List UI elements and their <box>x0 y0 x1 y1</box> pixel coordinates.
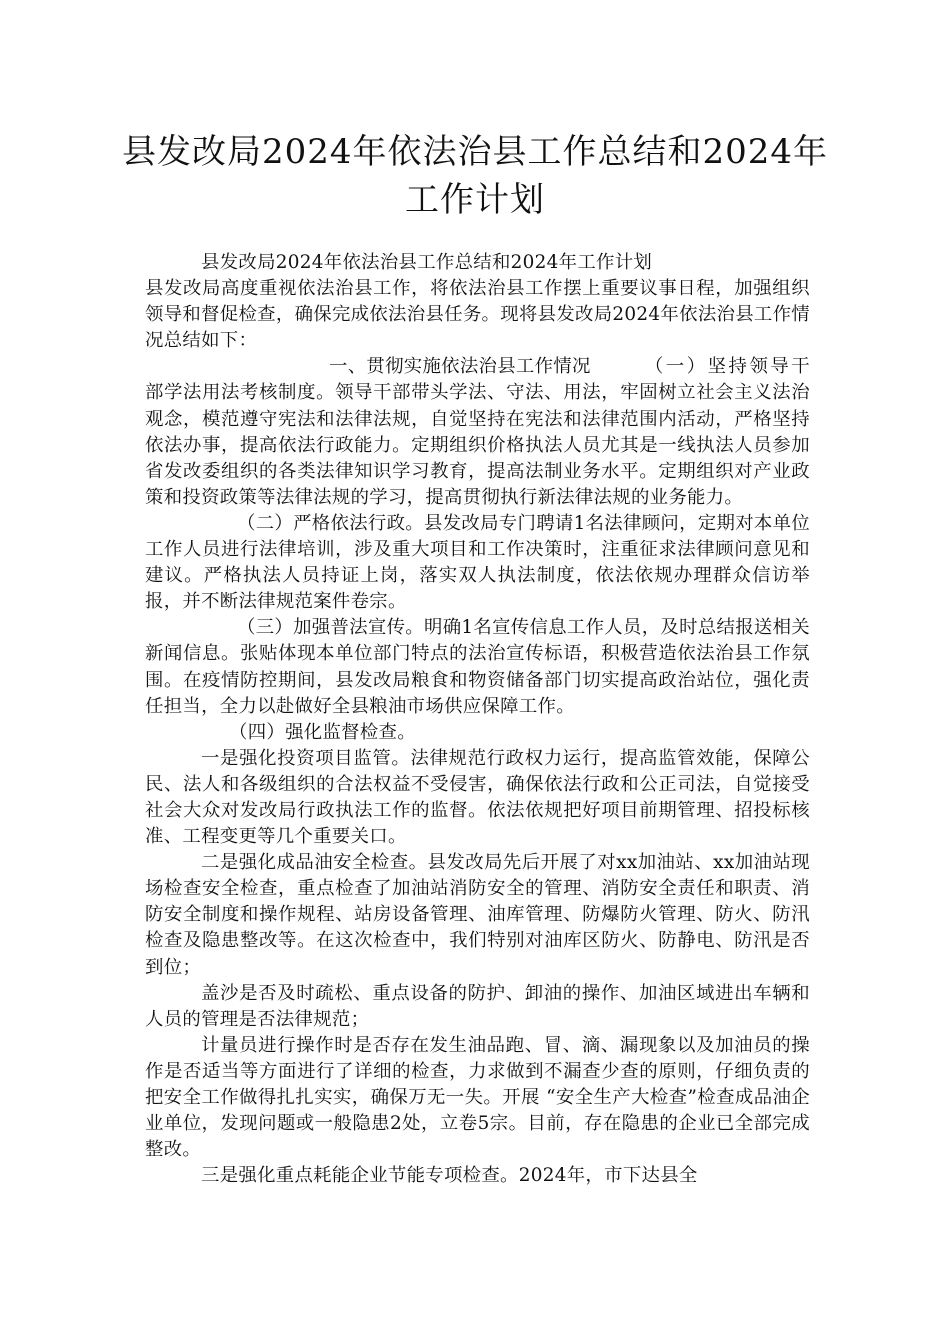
paragraph-sand-cover: 盖沙是否及时疏松、重点设备的防护、卸油的操作、加油区域进出车辆和人员的管理是否法律规范； <box>145 982 810 1030</box>
document-body <box>145 250 810 1189</box>
paragraph-section-one <box>145 354 810 511</box>
paragraph-law-publicity: （三）加强普法宣传。明确1名宣传信息工作人员，及时总结报送相关新闻信息。张贴体现本单位部门特点的法治宣传标语，积极营造依法治县工作氛围。在疫情防控期间，县发改局粮食和物资储备部门切实提高政治站位，强化责任担当，全力以赴做好全县粮油市场供应保障工作。 <box>145 617 810 717</box>
paragraph-measurement: 计量员进行操作时是否存在发生油品跑、冒、滴、漏现象以及加油员的操作是否适当等方面进行了详细的检查，力求做到不漏查少查的原则，仔细负责的把安全工作做得扎扎实实，确保万无一失。开展 “安全生产大检查”检查成品油企业单位，发现问题或一般隐患2处，立卷5宗。目前，存在隐患的企业已全部完成整改。 <box>145 1034 810 1161</box>
paragraph-oil-safety: 二是强化成品油安全检查。县发改局先后开展了对xx加油站、xx加油站现场检查安全检查，重点检查了加油站消防安全的管理、消防安全责任和职责、消防安全制度和操作规程、站房设备管理、油库管理、防爆防火管理、防火、防汛检查及隐患整改等。在这次检查中，我们特别对油库区防火、防静电、防汛是否到位； <box>145 852 810 978</box>
paragraph-intro: 县发改局高度重视依法治县工作，将依法治县工作摆上重要议事日程，加强组织领导和督促检查，确保完成依法治县任务。现将县发改局2024年依法治县工作情况总结如下： <box>145 278 810 352</box>
section-heading: 一、贯彻实施依法治县工作情况 <box>329 356 591 378</box>
paragraph-project-supervision: 一是强化投资项目监管。法律规范行政权力运行，提高监管效能，保障公民、法人和各级组织的合法权益不受侵害，确保依法行政和公正司法，自觉接受社会大众对发改局行政执法工作的监督。依法依规把好项目前期管理、招投标核准、工程变更等几个重要关口。 <box>145 747 810 848</box>
paragraph-subtitle: 县发改局2024年依法治县工作总结和2024年工作计划 <box>201 252 653 273</box>
paragraph-supervision-heading: （四）强化监督检查。 <box>229 721 416 743</box>
paragraph-strict-administration: （二）严格依法行政。县发改局专门聘请1名法律顾问，定期对本单位工作人员进行法律培训，涉及重大项目和工作决策时，注重征求法律顾问意见和建议。严格执法人员持证上岗，落实双人执法制度，依法依规办理群众信访举报，并不断法律规范案件卷宗。 <box>145 512 810 613</box>
paragraph-energy-check: 三是强化重点耗能企业节能专项检查。2024年，市下达县全 <box>201 1165 698 1187</box>
section-one-text: （一）坚持领导干部学法用法考核制度。领导干部带头学法、守法、用法，牢固树立社会主义法治观念，模范遵守宪法和法律法规，自觉坚持在宪法和法律范围内活动，严格坚持依法办事，提高依法行政能力。定期组织价格执法人员尤其是一线执法人员参加省发改委组织的各类法律知识学习教育，提高法制业务水平。定期组织对产业政策和投资政策等法律法规的学习，提高贯彻执行新法律法规的业务能力。 <box>145 356 810 508</box>
document-title: 县发改局2024年依法治县工作总结和2024年工作计划 <box>121 132 829 220</box>
